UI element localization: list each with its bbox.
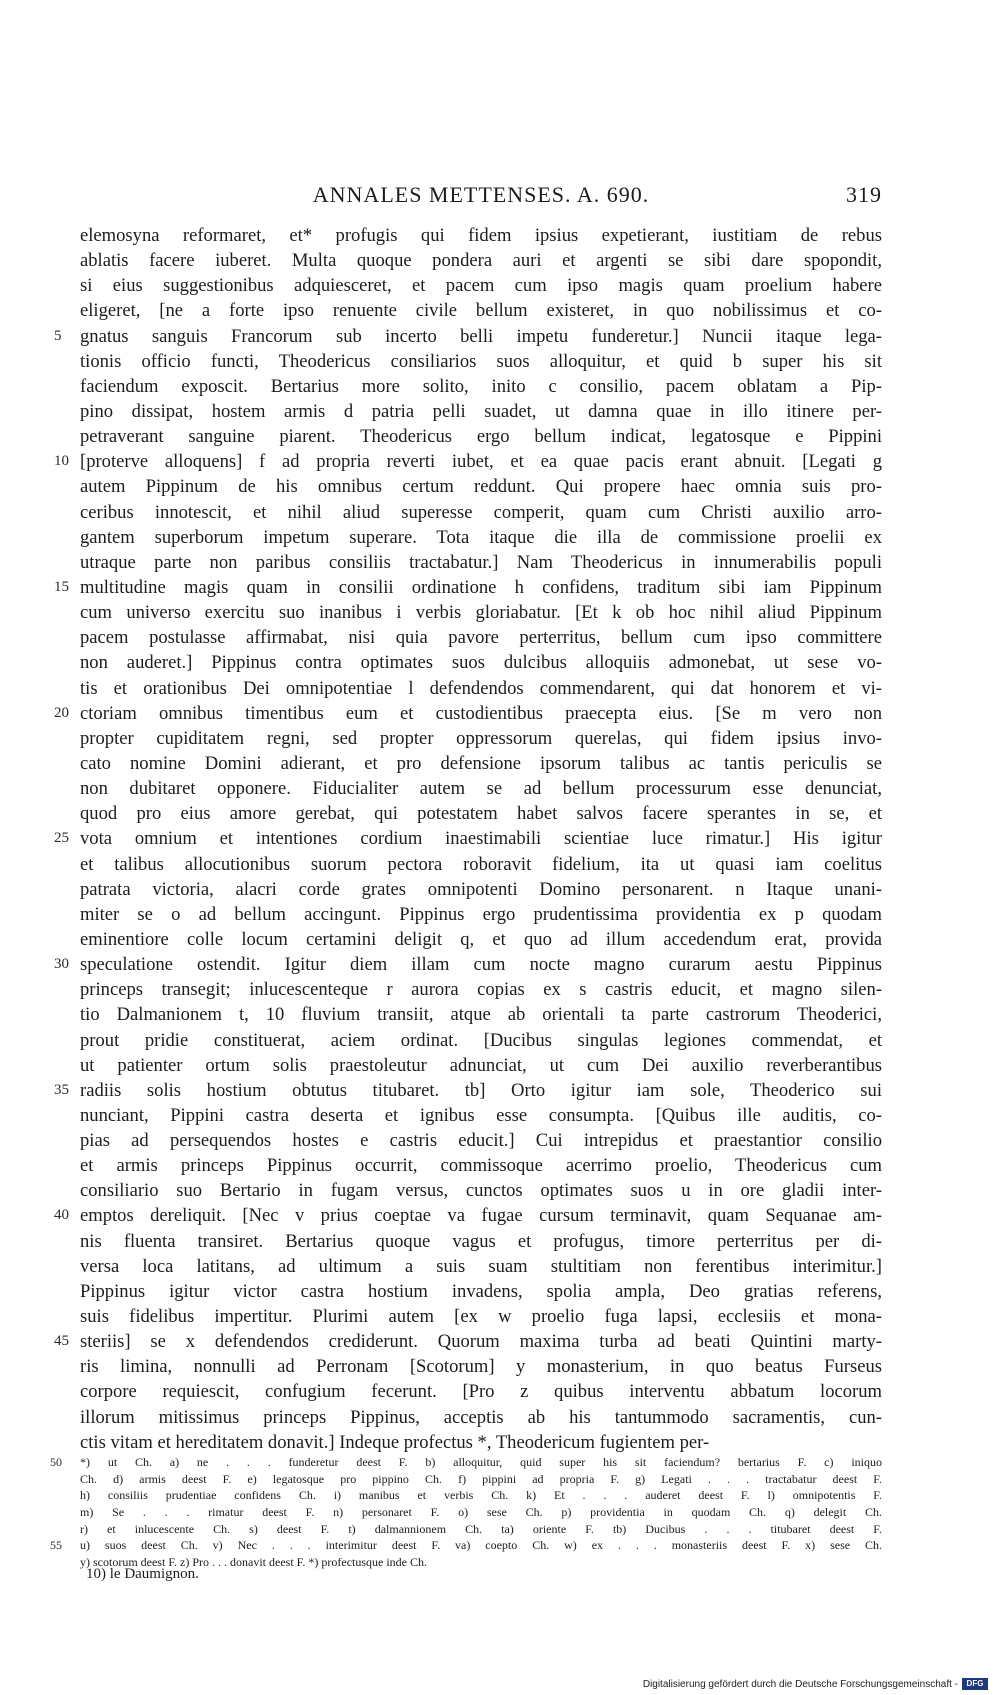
text-line <box>80 676 882 701</box>
text-line <box>80 223 882 248</box>
text-line <box>54 575 882 600</box>
main-text <box>54 223 882 1455</box>
line-text: utraque parte non paribus consiliis tractabatur.] Nam Theodericus in innumerabilis populi <box>80 551 882 573</box>
text-line <box>80 1304 882 1329</box>
line-text: illorum mitissimus princeps Pippinus, acceptis ab his tantummodo sacramentis, cun- <box>80 1406 882 1428</box>
text-line <box>80 374 882 399</box>
line-text: et talibus allocutionibus suorum pectora roboravit fidelium, ita ut quasi iam coelitus <box>80 853 882 875</box>
text-line <box>80 298 882 323</box>
line-text: elemosyna reformaret, et* profugis qui fidem ipsius expetierant, iustitiam de rebus <box>80 225 882 246</box>
text-line <box>80 751 882 776</box>
line-text: pacem postulasse affirmabat, nisi quia pavore perterritus, bellum cum ipso committere <box>80 627 882 649</box>
text-line <box>80 1128 882 1153</box>
line-text: miter se o ad bellum accingunt. Pippinus ergo prudentissima providentia ex p quodam <box>80 903 882 925</box>
text-line <box>80 650 882 675</box>
line-text: nis fluenta transiret. Bertarius quoque vagus et profugus, timore perterritus per di- <box>80 1230 882 1252</box>
text-line <box>54 1078 882 1103</box>
line-number: 25 <box>54 830 69 847</box>
line-text: ablatis facere iuberet. Multa quoque pondera auri et argenti se sibi dare spopondit, <box>80 250 882 272</box>
line-text: *) ut Ch. a) ne . . . funderetur deest F. b) alloquitur, quid super his sit faciendum? bertarius F. c) iniquo <box>80 1455 882 1469</box>
line-text: speculatione ostendit. Igitur diem illam cum nocte magno curarum aestu Pippinus <box>80 954 882 976</box>
line-text: si eius suggestionibus adquiesceret, et pacem cum ipso magis quam proelium habere <box>80 275 882 297</box>
text-line <box>80 927 882 952</box>
running-title: ANNALES METTENSES. A. 690. <box>312 182 650 207</box>
text-line <box>80 399 882 424</box>
text-line <box>80 1254 882 1279</box>
text-line <box>80 1430 882 1455</box>
line-text: non dubitaret opponere. Fiducialiter autem se ad bellum processurum esse denunciat, <box>80 778 882 800</box>
line-text: pias ad persequendos hostes e castris educit.] Cui intrepidus et praestantior consilio <box>80 1130 882 1152</box>
line-text: tis et orationibus Dei omnipotentiae l defendendos commendarent, qui dat honorem et vi- <box>80 677 882 699</box>
running-header <box>80 182 882 208</box>
digitization-credit <box>643 1677 988 1691</box>
line-text: eminentiore colle locum certamini deligit q, et quo ad illum accedendum erat, provida <box>80 928 882 950</box>
line-text: ris limina, nonnulli ad Perronam [Scotorum] y monasterium, in quo beatus Furseus <box>80 1356 882 1378</box>
line-text: patrata victoria, alacri corde grates omnipotenti Domino personarent. n Itaque unani- <box>80 878 882 900</box>
text-line <box>54 449 882 474</box>
line-text: ceribus innotescit, et nihil aliud superesse comperit, quam cum Christi auxilio arro- <box>80 501 882 523</box>
line-text: non auderet.] Pippinus contra optimates suos dulcibus alloquiis admonebat, ut sese vo- <box>80 652 882 674</box>
line-number: 55 <box>50 1538 62 1553</box>
text-line <box>80 474 882 499</box>
apparatus-line <box>50 1537 882 1554</box>
text-line <box>80 1103 882 1128</box>
line-text: tio Dalmanionem t, 10 fluvium transiit, atque ab orientali ta parte castrorum Theoderici, <box>80 1004 882 1026</box>
line-number: 30 <box>54 956 69 973</box>
text-line <box>80 1002 882 1027</box>
line-text: eligeret, [ne a forte ipso renuente civile bellum existeret, in quo nobilissimus et co- <box>80 300 882 322</box>
text-line <box>80 1153 882 1178</box>
text-line <box>54 952 882 977</box>
text-line <box>54 324 882 349</box>
line-text: faciendum exposcit. Bertarius more solito, inito c consilio, pacem oblatam a Pip- <box>80 375 882 397</box>
text-line <box>80 1229 882 1254</box>
line-text: Ch. d) armis deest F. e) legatosque pro pippino Ch. f) pippini ad propria F. g) Legati . . . tractabatur deest F. <box>80 1471 882 1486</box>
line-text: ut patienter ortum solis praestoleutur adnunciat, ut cum Dei auxilio reverberantibus <box>80 1054 882 1076</box>
text-line <box>80 801 882 826</box>
line-text: gnatus sanguis Francorum sub incerto belli impetu funderetur.] Nuncii itaque lega- <box>80 325 882 347</box>
line-number: 50 <box>50 1455 62 1469</box>
line-text: multitudine magis quam in consilii ordinatione h confidens, traditum sibi iam Pippinum <box>80 576 882 598</box>
text-line <box>80 1379 882 1404</box>
text-line <box>80 1053 882 1078</box>
text-line <box>80 273 882 298</box>
text-line <box>54 1329 882 1354</box>
text-line <box>54 1203 882 1228</box>
critical-apparatus <box>50 1454 882 1571</box>
apparatus-line <box>80 1521 882 1538</box>
line-text: petraverant sanguine piarent. Theodericus ergo bellum indicat, legatosque e Pippini <box>80 426 882 448</box>
line-text: nunciant, Pippini castra deserta et ignibus esse consumpta. [Quibus ille auditis, co- <box>80 1104 882 1126</box>
line-text: y) scotorum deest F. z) Pro . . . donavit deest F. *) profectusque inde Ch. <box>80 1555 428 1570</box>
apparatus-line <box>80 1554 882 1571</box>
line-text: consiliario suo Bertario in fugam versus, cunctos optimates suos u in ore gladii inter- <box>80 1180 882 1202</box>
line-text: [proterve alloquens] f ad propria reverti iubet, et ea quae pacis erant abnuit. [Legati g <box>80 451 882 473</box>
line-text: m) Se . . . rimatur deest F. n) personaret F. o) sese Ch. p) providentia in quodam Ch. q) delegit Ch. <box>80 1505 882 1520</box>
text-line <box>80 1279 882 1304</box>
text-line <box>80 1178 882 1203</box>
line-number: 40 <box>54 1207 69 1224</box>
text-line <box>80 625 882 650</box>
line-text: quod pro eius amore gerebat, qui potestatem habet salvos facere sperantes in se, et <box>80 803 882 825</box>
line-text: h) consiliis prudentiae confidens Ch. i) manibus et verbis Ch. k) Et . . . auderet deest F. l) omnipotentis F. <box>80 1488 882 1503</box>
credit-text: Digitalisierung gefördert durch die Deutsche Forschungsgemeinschaft - <box>642 1678 958 1690</box>
line-text: prout pridie constituerat, aciem ordinat. [Ducibus singulas legiones commendat, et <box>80 1029 882 1051</box>
line-text: princeps transegit; inlucescenteque r aurora copias ex s castris educit, et magno silen- <box>80 979 882 1001</box>
line-text: autem Pippinum de his omnibus certum reddunt. Qui propere haec omnia suis pro- <box>80 476 882 498</box>
page-number: 319 <box>846 182 882 207</box>
line-text: corpore requiescit, confugium fecerunt. [Pro z quibus interventu abbatum locorum <box>80 1381 882 1403</box>
text-line <box>80 977 882 1002</box>
line-text: vota omnium et intentiones cordium inaestimabili scientiae luce rimatur.] His igitur <box>80 828 882 850</box>
line-text: ctoriam omnibus timentibus eum et custodientibus praecepta eius. [Se m vero non <box>80 702 882 724</box>
text-line <box>80 600 882 625</box>
text-line <box>80 877 882 902</box>
text-line <box>80 1028 882 1053</box>
line-text: radiis solis hostium obtutus titubaret. tb] Orto igitur iam sole, Theoderico sui <box>80 1079 882 1101</box>
line-text: u) suos deest Ch. v) Nec . . . interimitur deest F. va) coepto Ch. w) ex . . . monasteriis deest F. x) sese Ch. <box>80 1538 882 1553</box>
apparatus-line <box>80 1487 882 1504</box>
apparatus-line <box>50 1454 882 1471</box>
line-text: suis fidelibus impertitur. Plurimi autem [ex w proelio fuga lapsi, ecclesiis et mona- <box>80 1306 882 1328</box>
text-line <box>80 1354 882 1379</box>
line-number: 20 <box>54 704 69 721</box>
text-line <box>80 852 882 877</box>
line-text: cato nomine Domini adierant, et pro defensione ipsorum talibus ac tantis periculis se <box>80 752 882 774</box>
apparatus-line <box>80 1471 882 1488</box>
text-line <box>80 525 882 550</box>
line-number: 5 <box>54 327 62 344</box>
text-line <box>80 1405 882 1430</box>
footnote: 10) le Daumignon. <box>86 1566 199 1582</box>
line-number: 10 <box>54 453 69 470</box>
dfg-logo-icon: DFG <box>962 1678 988 1690</box>
line-text: pino dissipat, hostem armis d patria pelli suadet, ut damna quae in illo itinere per- <box>80 400 882 422</box>
line-text: cum universo exercitu suo inanibus i verbis gloriabatur. [Et k ob hoc nihil aliud Pippinum <box>80 602 882 624</box>
text-line <box>80 424 882 449</box>
line-text: steriis] se x defendendos crediderunt. Quorum maxima turba ad beati Quintini marty- <box>80 1331 882 1353</box>
line-text: tionis officio functi, Theodericus consiliarios suos alloquitur, et quid b super his sit <box>80 350 882 372</box>
line-text: Pippinus igitur victor castra hostium invadens, spolia ampla, Deo gratias referens, <box>80 1280 882 1302</box>
line-text: versa loca latitans, ad ultimum a suis suam stultitiam non ferentibus interimitur.] <box>80 1255 882 1277</box>
line-text: emptos dereliquit. [Nec v prius coeptae va fugae cursum terminavit, quam Sequanae am- <box>80 1205 882 1227</box>
line-text: r) et inlucescente Ch. s) deest F. t) dalmannionem Ch. ta) oriente F. tb) Ducibus . . . titubaret deest F. <box>80 1521 882 1536</box>
line-text: gantem superborum impetum superare. Tota itaque die illa de commissione proelii ex <box>80 526 882 548</box>
line-number: 15 <box>54 578 69 595</box>
text-line <box>80 500 882 525</box>
line-text: propter cupiditatem regni, sed propter oppressorum querelas, qui fidem ipsius invo- <box>80 727 882 749</box>
text-line <box>54 701 882 726</box>
line-number: 45 <box>54 1333 69 1350</box>
text-line <box>80 349 882 374</box>
apparatus-line <box>80 1504 882 1521</box>
line-text: et armis princeps Pippinus occurrit, commissoque acerrimo proelio, Theodericus cum <box>80 1155 882 1177</box>
line-number: 35 <box>54 1081 69 1098</box>
text-line <box>80 550 882 575</box>
text-line <box>54 826 882 851</box>
text-line <box>80 248 882 273</box>
line-text: ctis vitam et hereditatem donavit.] Indeque profectus *, Theodericum fugientem per- <box>80 1431 710 1453</box>
text-line <box>80 726 882 751</box>
text-line <box>80 776 882 801</box>
text-line <box>80 902 882 927</box>
